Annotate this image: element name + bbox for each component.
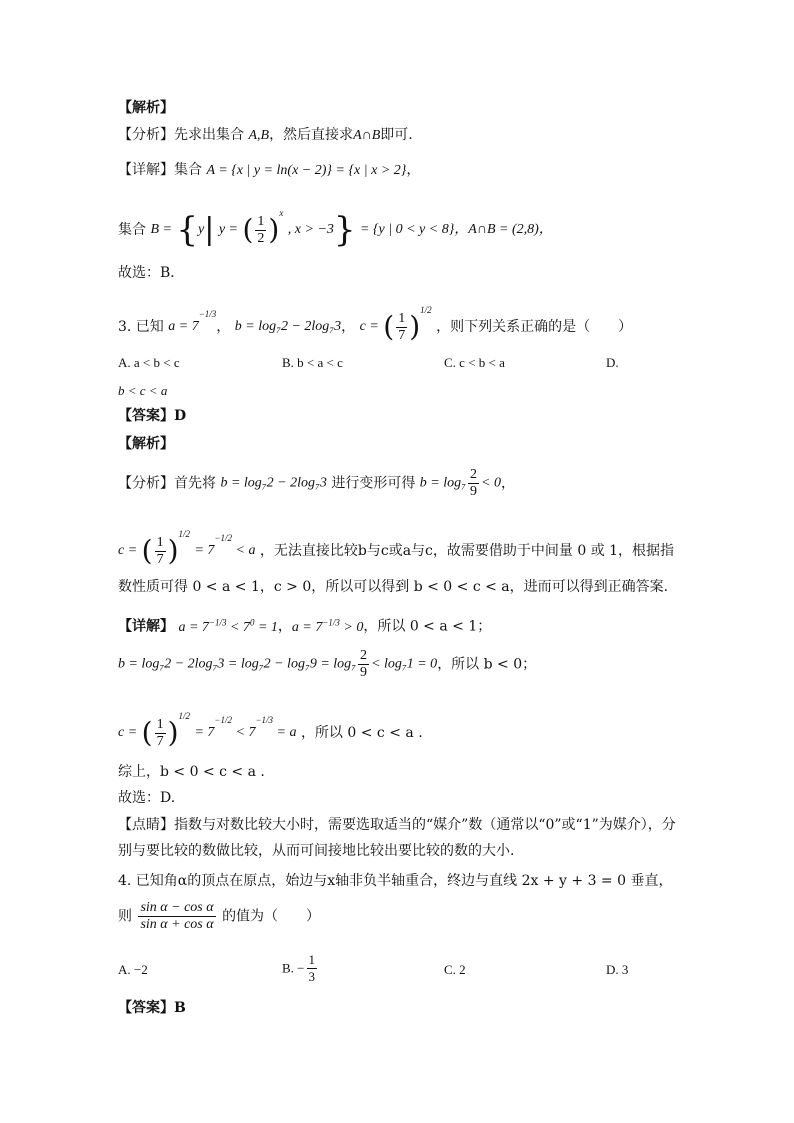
analysis-3-line-3: 数性质可得 0 < a < 1，c > 0，所以可以得到 b < 0 < c < a，进而可以得到正确答案.: [118, 579, 669, 595]
q3-option-b: B. b < a < c: [282, 355, 343, 370]
detail-3-line-a: 【详解】 $a = 7^{-1/3} < 7^0 = 1$，$a = 7^{-1/3} > 0$，所以 0 < a < 1；: [118, 617, 492, 635]
jiexi-heading-1: 【解析】: [118, 100, 174, 116]
answer-4: 【答案】B: [118, 1000, 186, 1016]
choice-line-3: 故选：D.: [118, 790, 176, 806]
analysis-3-line-1: 【分析】首先将 b = log₇2 − 2log₇3 进行变形可得 b = log₇ $\frac{2}{9}$ < 0，: [118, 467, 515, 499]
jiexi-heading-3: 【解析】: [118, 436, 174, 452]
analysis-3-line-2: c = ( $\frac{1}{7}$ )$^{1/2} = 7^{-1/2} < a$ ，无法直接比较b与c或a与c，故需要借助于中间量 0 或 1，根据指: [118, 529, 675, 567]
comment-line-1: 【点睛】指数与对数比较大小时，需要选取适当的“媒介”数（通常以“0”或“1”为媒介），分: [118, 817, 676, 833]
q3-option-d-value: b < c < a: [118, 383, 168, 398]
question-4-line-2: 则 $\frac{\text{sin α − cos α}}{\text{sin α + cos α}}$ 的值为（ ）: [118, 900, 321, 932]
summary-3: 综上，b < 0 < c < a .: [118, 764, 265, 780]
q4-option-b: B. − $\frac{1}{3}$: [282, 952, 316, 984]
q3-option-d: D.: [606, 355, 619, 370]
question-3: 3. 已知 $a = 7^{-1/3}$， b = log₇2 − 2log₇3， c = ( $\frac{1}{7}$ )$^{1/2}$ ，则下列关系正确的是（ ）: [118, 305, 633, 343]
comment-line-2: 别与要比较的数做比较，从而可间接地比较出要比较的数的大小.: [118, 843, 515, 859]
q4-option-a: A. −2: [118, 962, 148, 977]
detail-line-1: 【详解】集合 A = {x | y = ln(x − 2)} = {x | x > 2}，: [118, 162, 421, 178]
question-4-line-1: 4. 已知角α的顶点在原点，始边与x轴非负半轴重合，终边与直线 2x + y + 3 = 0 垂直，: [118, 873, 673, 889]
q4-option-d: D. 3: [606, 962, 629, 977]
q3-option-a: A. a < b < c: [118, 355, 180, 370]
set-b-line: 集合 B = {y| y = ( $\frac{1}{2}$ )$^x$ , x > −3} = {y | 0 < y < 8}，A∩B = (2,8)，: [118, 208, 553, 250]
analysis-line-1: 【分析】先求出集合 A,B，然后直接求A∩B即可.: [118, 127, 413, 143]
detail-3-line-c: c = ( $\frac{1}{7}$ )$^{1/2} = 7^{-1/2} < 7^{-1/3} = a$ ，所以 0 < c < a .: [118, 711, 423, 749]
answer-3: 【答案】D: [118, 408, 187, 424]
choice-line-1: 故选：B．: [118, 265, 185, 281]
q3-option-c: C. c < b < a: [444, 355, 505, 370]
q4-option-c: C. 2: [444, 962, 466, 977]
detail-3-line-b: b = log₇2 − 2log₇3 = log₇2 − log₇9 = log₇ $\frac{2}{9}$ < log₇1 = 0，所以 b < 0；: [118, 648, 537, 680]
